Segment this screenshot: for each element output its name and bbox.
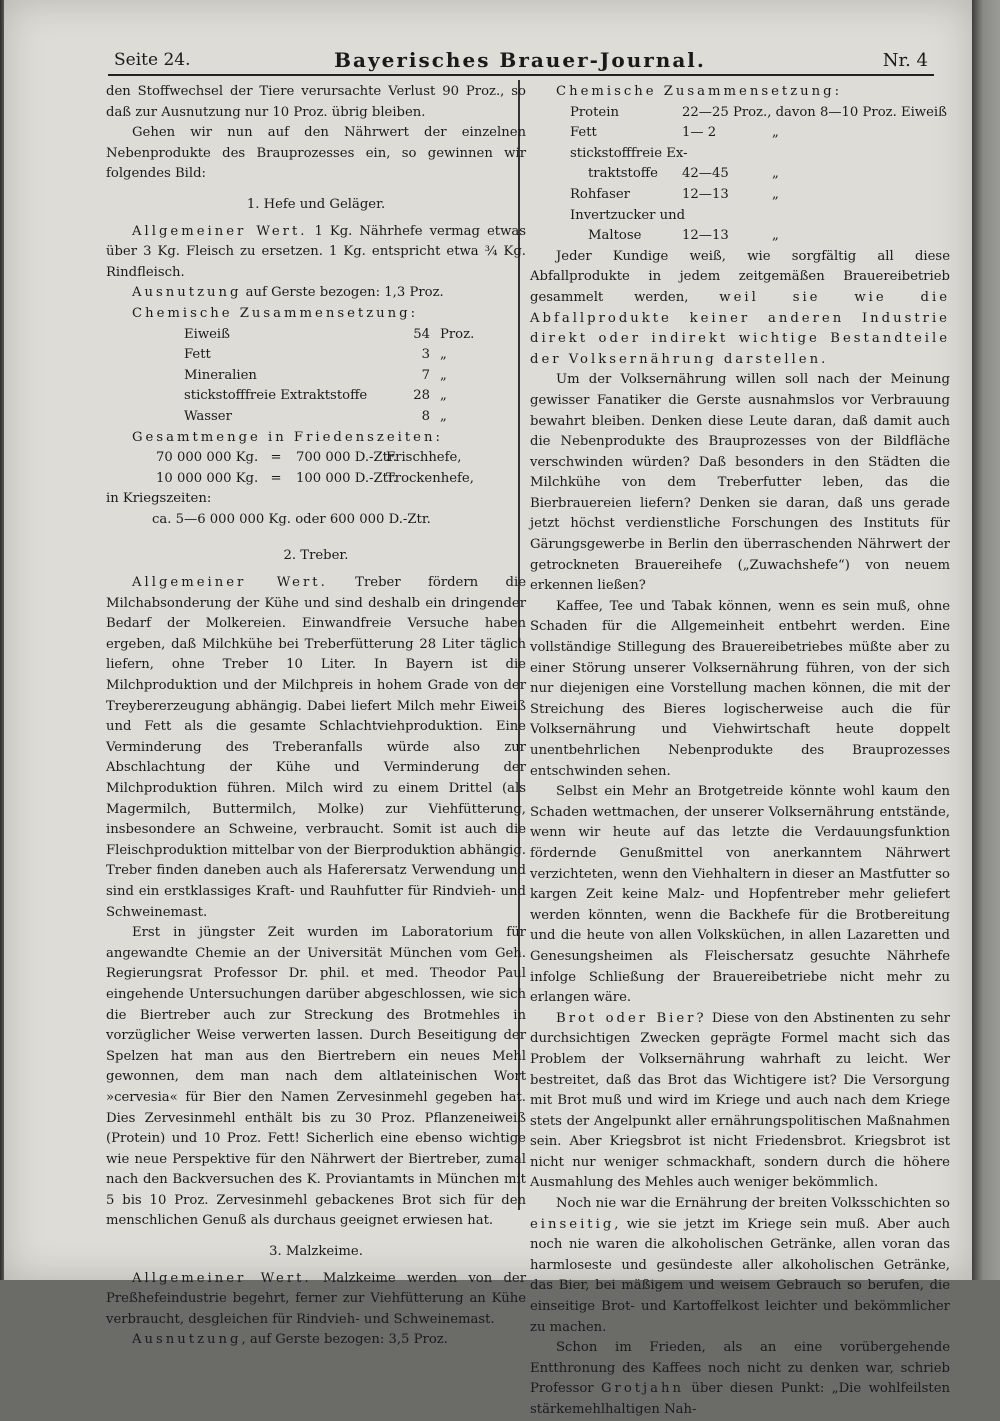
- paragraph: Um der Volksernährung willen soll nach der Meinung gewisser Fanatiker die Gerste ausnahmslos vor Verbrauung bewahrt bleiben. Denken diese Leute daran, daß damit auch die Nebenprodukte des Brauprozesses von der Bildfläche verschwinden würden? Daß besonders in den Städten die Milchkühe von dem Treberfutter leben, das die Bierbrauereien liefern? Denken sie daran, daß uns gerade jetzt höchst verdienstliche Forschungen des Instituts für Gärungsgewerbe in Berlin den überraschenden Nährwert der getrockneten Brauereihefe („Zuwachshefe“) von neuem erkennen ließen?: [530, 372, 950, 594]
- paragraph: [106, 222, 526, 284]
- comp-value: 7: [421, 367, 430, 383]
- comp-unit: „: [440, 347, 447, 363]
- composition-table: [184, 325, 526, 428]
- comp-name: Protein: [570, 104, 619, 120]
- equals: =: [270, 470, 282, 486]
- total-kind: Frischhefe,: [386, 450, 462, 466]
- journal-title: Bayerisches Brauer-Journal.: [334, 48, 706, 72]
- total-kg: 70 000 000 Kg.: [156, 450, 259, 466]
- lead-label: Ausnutzung: [132, 1332, 242, 1348]
- comp-name: Wasser: [184, 408, 232, 424]
- paragraph: [106, 1269, 526, 1331]
- paragraph: [530, 1194, 950, 1338]
- paragraph-text: Diese von den Abstinenten zu sehr durchsichtigen Zwecken geprägte Formel macht sich das Problem der Volksernährung wahrhaft zu leicht. Wer bestreitet, daß das Brot das Wichtigere ist? Die Versorgung mit Brot muß und wird im Kriege und auch nach dem Kriege stets der Angelpunkt aller ernährungspolitischen Maßnahmen sein. Aber Kriegsbrot ist nicht Friedensbrot. Kriegsbrot ist nicht nur weniger schmackhaft, sondern durch die höhere Ausmahlung des Mehles auch weniger bekömmlich.: [530, 1010, 950, 1191]
- page-number: Seite 24.: [114, 50, 191, 70]
- comp-unit: „: [772, 166, 779, 182]
- comp-value: 42—45: [682, 166, 729, 182]
- comp-name: Invertzucker und: [570, 207, 686, 223]
- paragraph: [530, 1338, 950, 1420]
- paragraph: Erst in jüngster Zeit wurden im Laboratorium für angewandte Chemie an der Universität München vom Geh. Regierungsrat Professor Dr. phil. et med. Theodor Paul eingehende Untersuchungen darüber abgeschlossen, wie sich die Biertreber auch zur Streckung des Brotmehles in vorzüglicher Weise verwerten lassen. Durch Beseitigung der Spelzen hat man aus den Biertrebern ein neues Mehl gewonnen, dem man nach dem altlateinischen Wort »cervesia« für Bier den Namen Zervesinmehl gegeben hat. Dies Zervesinmehl enthält bis zu 30 Proz. Pflanzeneiweiß (Protein) und 10 Proz. Fett! Sicherlich eine ebenso wichtige wie neue Perspektive für den Nährwert der Biertreber, zumal nach den Backversuchen des K. Proviantamts in München mit 5 bis 10 Proz. Zervesinmehl gebackenes Brot sich für den menschlichen Genuß als durchaus geeignet erwiesen hat.: [106, 925, 526, 1229]
- comp-unit: Proz.: [440, 326, 475, 342]
- paragraph-text: über diesen Punkt: „Die wohlfeilsten stärkemehlhaltigen Nah-: [530, 1381, 950, 1417]
- war-value: ca. 5—6 000 000 Kg. oder 600 000 D.-Ztr.: [152, 511, 431, 527]
- lead-label: Allgemeiner Wert.: [132, 223, 308, 239]
- lead-label: Brot oder Bier?: [556, 1010, 707, 1026]
- paragraph: [106, 1330, 526, 1351]
- paragraph: den Stoffwechsel der Tiere verursachte Verlust 90 Proz., so daß zur Ausnutzung nur 10 Proz. übrig bleiben.: [106, 84, 526, 120]
- equals: =: [270, 450, 282, 466]
- right-column: [530, 82, 950, 1421]
- emphasis: weil sie wie die Abfallprodukte keiner anderen Industrie direkt oder indirekt wichtige Bestandteile der Volksernährung darstellen.: [530, 289, 951, 367]
- emphasis: Grotjahn: [600, 1381, 684, 1397]
- total-table: [156, 448, 526, 489]
- issue-number: Nr. 4: [882, 50, 928, 71]
- comp-unit: „: [440, 408, 447, 424]
- comp-name: traktstoffe: [588, 166, 658, 182]
- paragraph-text: , auf Gerste bezogen: 3,5 Proz.: [241, 1332, 448, 1348]
- comp-unit: „: [440, 367, 447, 383]
- comp-unit: „: [440, 388, 447, 404]
- paragraph-text: auf Gerste bezogen: 1,3 Proz.: [241, 285, 444, 301]
- section-title: 2. Treber.: [283, 548, 349, 564]
- comp-unit: „: [772, 228, 779, 244]
- comp-name: Fett: [570, 125, 597, 141]
- comp-value: 12—13: [682, 186, 729, 202]
- paragraph: Gehen wir nun auf den Nährwert der einzelnen Nebenprodukte des Brauprozesses ein, so gewinnen wir folgendes Bild:: [106, 125, 526, 182]
- comp-value: 1— 2: [682, 125, 717, 141]
- comp-name: Fett: [184, 347, 211, 363]
- comp-value: 54: [413, 326, 430, 342]
- comp-name: stickstofffreie Extraktstoffe: [184, 388, 368, 404]
- paragraph: [530, 247, 950, 371]
- paragraph-text: 1 Kg. Nährhefe vermag etwas über 3 Kg. Fleisch zu ersetzen. 1 Kg. entspricht etwa ¾ Kg. Rindfleisch.: [106, 223, 526, 280]
- total-kind: Trockenhefe,: [386, 470, 474, 486]
- composition-table: [570, 103, 950, 247]
- paragraph: Selbst ein Mehr an Brotgetreide könnte wohl kaum den Schaden wettmachen, der unserer Volksernährung entstände, wenn wir heute auf das letzte die Verdauungsfunktion fördernde Genußmittel von anerkanntem Nährwert verzichteten, wenn den Viehhaltern in dieser an Mastfutter so kargen Zeit keine Malz- und Hopfentreber mehr geliefert werden könnten, wenn die Backhefe für die Brotbereitung und die heute von allen Volksküchen, in allen Lazaretten und Genesungsheimen als Fleischersatz gesuchte Nährhefe infolge Schließung der Brauereibetriebe nicht mehr zu erlangen wäre.: [530, 784, 950, 1006]
- paragraph-text: Noch nie war die Ernährung der breiten Volksschichten so: [556, 1196, 950, 1212]
- total-ztr: 100 000 D.-Ztr.: [296, 470, 397, 486]
- total-heading: Gesamtmenge in Friedenszeiten:: [132, 429, 443, 445]
- left-column: [106, 82, 526, 1351]
- comp-value: 3: [421, 347, 430, 363]
- total-ztr: 700 000 D.-Ztr.: [296, 450, 397, 466]
- header-rule: [108, 74, 934, 76]
- paragraph: [106, 283, 526, 304]
- paragraph-text: Treber fördern die Milchabsonderung der Kühe und sind deshalb ein dringender Bedarf der Molkereien. Einwandfreie Versuche haben ergeben, daß Milchkühe bei Treberfütterung 28 Liter täglich liefern, ohne Treber 10 Liter. In Bayern ist die Milchproduktion und der Milchpreis in hohem Grade von der Treybererzeugung abhängig. Dabei liefert Milch mehr Eiweiß und Fett als die gesamte Schlachtviehproduktion. Eine Verminderung des Treberanfalls würde also zur Abschlachtung der Kühe und Verminderung der Milchproduktion führen. Milch wird zu einem Drittel (als Magermilch, Buttermilch, Molke) zur Viehfütterung, insbesondere an Schweine, verbraucht. Somit ist auch die Fleischproduktion mittelbar von der Bierproduktion abhängig. Treber finden daneben auch als Haferersatz Verwendung und sind ein erstklassiges Kraft- und Rauhfutter für Rindvieh- und Schweinemast.: [106, 575, 526, 920]
- paragraph: [530, 1009, 950, 1194]
- page-header: [108, 48, 932, 76]
- total-kg: 10 000 000 Kg.: [156, 470, 259, 486]
- paragraph-text: , wie sie jetzt im Kriege sein muß. Aber auch noch nie waren die alkoholischen Getränke, allen voran das harmloseste und gesündeste aller alkoholischen Getränke, das Bier, bei mäßigem und weisem Gebrauch so berufen, die einseitige Brot- und Kartoffelkost leichter und bekömmlicher zu machen.: [530, 1216, 950, 1335]
- comp-unit: „: [772, 125, 779, 141]
- composition-heading: Chemische Zusammensetzung:: [556, 84, 843, 99]
- composition-heading: Chemische Zusammensetzung:: [132, 305, 419, 321]
- comp-unit: „: [772, 186, 779, 202]
- lead-label: Ausnutzung: [132, 285, 242, 301]
- paragraph: Kaffee, Tee und Tabak können, wenn es sein muß, ohne Schaden für die Allgemeinheit entbehrt werden. Eine vollständige Stillegung des Brauereibetriebes müßte aber zu einer Störung unserer Volksernährung führen, von der sich nur diejenigen eine Vorstellung machen können, die mit der Streichung des Bieres logischerweise auch die für Volksernährung und Viehwirtschaft heute doppelt unentbehrlichen Nebenprodukte des Brauprozesses entschwinden sehen.: [530, 598, 950, 779]
- paragraph-text: Jeder Kundige weiß, wie sorgfältig all diese Abfallprodukte in jedem zeitgemäßen Brauereibetrieb gesammelt werden,: [530, 248, 950, 305]
- comp-name: Eiweiß: [184, 326, 230, 342]
- paragraph-text: Malzkeime werden von der Preßhefeindustrie begehrt, ferner zur Viehfütterung an Kühe verbraucht, desgleichen für Rindvieh- und Schweinemast.: [106, 1270, 526, 1327]
- lead-label: Allgemeiner Wert.: [132, 575, 328, 591]
- paragraph-text: Schon im Frieden, als an eine vorübergehende Entthronung des Kaffees noch nicht zu denken war, schrieb Professor: [530, 1340, 950, 1397]
- emphasis: einseitig: [530, 1216, 615, 1232]
- comp-value: 28: [413, 388, 430, 404]
- comp-value: 22—25 Proz., davon 8—10 Proz. Eiweiß: [682, 104, 947, 120]
- lead-label: Allgemeiner Wert.: [132, 1270, 312, 1286]
- comp-value: 12—13: [682, 228, 729, 244]
- comp-name: Maltose: [588, 228, 642, 244]
- comp-name: Rohfaser: [570, 186, 630, 202]
- section-title: 1. Hefe und Geläger.: [246, 196, 386, 212]
- comp-name: Mineralien: [184, 367, 257, 383]
- comp-name: stickstofffreie Ex-: [570, 145, 688, 161]
- war-label: in Kriegszeiten:: [106, 491, 212, 507]
- section-title: 3. Malzkeime.: [269, 1244, 363, 1260]
- paragraph: [106, 573, 526, 923]
- comp-value: 8: [421, 408, 430, 424]
